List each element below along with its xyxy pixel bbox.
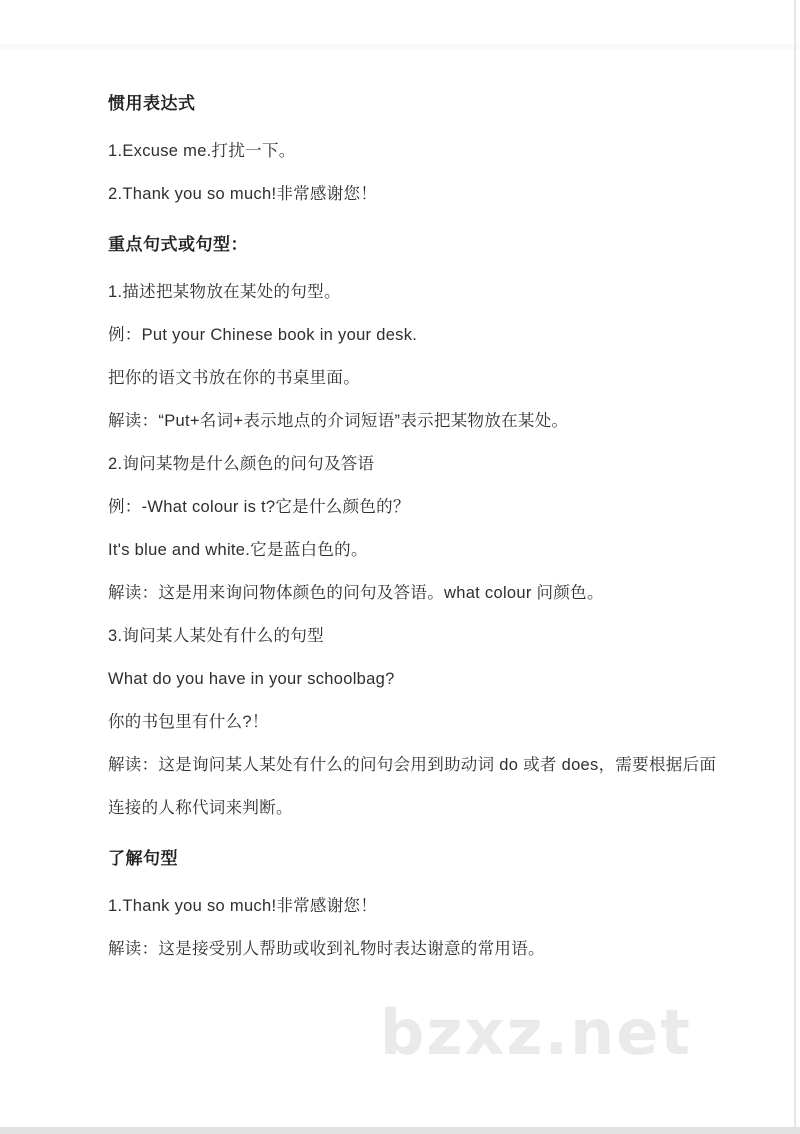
paragraph-line: 2.Thank you so much!非常感谢您！ (108, 185, 378, 203)
paragraph-line: 1.描述把某物放在某处的句型。 (108, 283, 341, 301)
paragraph-line: 3.询问某人某处有什么的句型 (108, 627, 324, 645)
paragraph-line: It's blue and white.它是蓝白色的。 (108, 541, 368, 559)
paragraph-line: 例：Put your Chinese book in your desk. (108, 326, 418, 344)
paragraph-line: 解读：这是询问某人某处有什么的问句会用到助动词 do 或者 does，需要根据后面 (108, 756, 717, 774)
paragraph-line: 1.Excuse me.打扰一下。 (108, 142, 296, 160)
section-heading-key-sentence-patterns: 重点句式或句型： (108, 235, 248, 254)
section-heading-understand-sentence-patterns: 了解句型 (108, 849, 178, 868)
paragraph-line: 解读：这是接受别人帮助或收到礼物时表达谢意的常用语。 (108, 940, 545, 958)
section-heading-idiomatic-expressions: 惯用表达式 (108, 94, 196, 113)
paragraph-line: 解读：“Put+名词+表示地点的介词短语”表示把某物放在某处。 (108, 412, 569, 430)
paragraph-line: 2.询问某物是什么颜色的问句及答语 (108, 455, 375, 473)
page-right-edge (794, 0, 796, 1134)
watermark-bzxz-net: bzxz.net (380, 996, 692, 1069)
paragraph-line: 你的书包里有什么?！ (108, 713, 269, 731)
scan-artifact-line (0, 44, 800, 50)
page-bottom-edge (0, 1127, 800, 1134)
paragraph-line: What do you have in your schoolbag? (108, 670, 395, 688)
document-content (108, 95, 788, 984)
paragraph-line: 例：-What colour is t?它是什么颜色的？ (108, 498, 410, 516)
paragraph-line: 连接的人称代词来判断。 (108, 799, 293, 817)
paragraph-line: 把你的语文书放在你的书桌里面。 (108, 369, 360, 387)
paragraph-line: 解读：这是用来询问物体颜色的问句及答语。what colour 问颜色。 (108, 584, 604, 602)
paragraph-line: 1.Thank you so much!非常感谢您！ (108, 897, 378, 915)
